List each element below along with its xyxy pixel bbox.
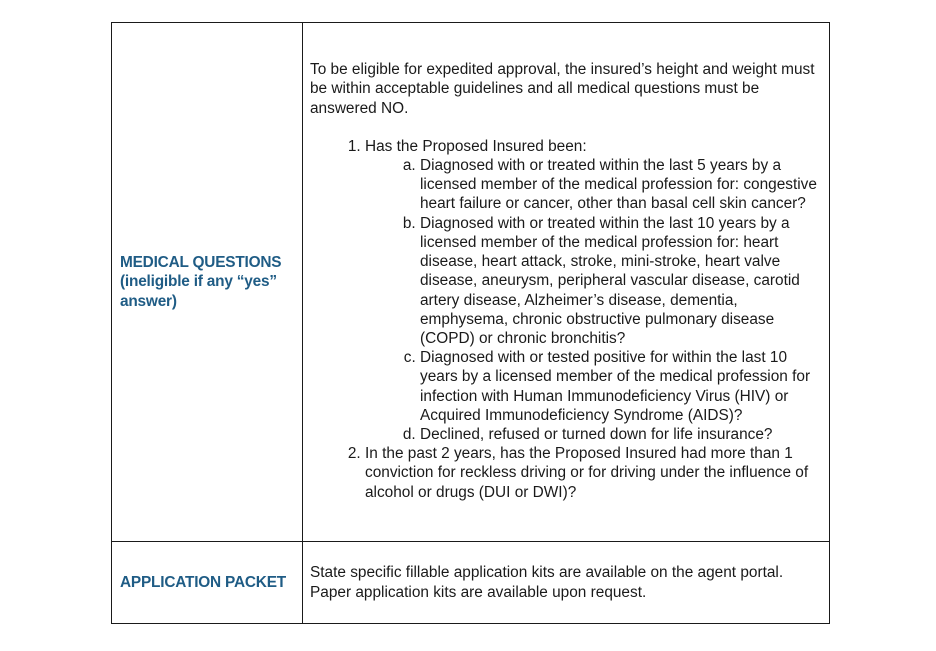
sub-question-item: d. Declined, refused or turned down for life insurance? xyxy=(420,425,821,444)
question-text: In the past 2 years, has the Proposed Insured had more than 1 conviction for reckless driving or for driving under the influence of alcohol or drugs (DUI or DWI)? xyxy=(365,445,809,501)
sub-question-list xyxy=(365,156,821,444)
packet-line-portal: State specific fillable application kits are available on the agent portal. xyxy=(310,564,784,582)
question-text: Has the Proposed Insured been: xyxy=(365,137,587,155)
application-packet-row xyxy=(112,542,830,624)
medical-questions-row xyxy=(112,23,830,542)
medical-questions-content-cell xyxy=(303,23,830,542)
application-packet-label-cell xyxy=(112,542,303,624)
application-packet-label: APPLICATION PACKET xyxy=(120,573,286,591)
packet-line-paper: Paper application kits are available upon request. xyxy=(310,583,647,601)
sub-question-item: a. Diagnosed with or treated within the last 5 years by a licensed member of the medical profession for: congestive heart failure or cancer, other than basal cell skin cancer? xyxy=(420,156,821,214)
question-item xyxy=(365,137,821,444)
question-list xyxy=(310,137,821,502)
sub-question-item: b. Diagnosed with or treated within the last 10 years by a licensed member of the medical profession for: heart disease, heart attack, stroke, mini-stroke, heart valve disease, aneurysm, peripheral vascular disease, carotid artery disease, Alzheimer’s disease, dementia, emphysema, chronic obstructive pulmonary disease (COPD) or chronic bronchitis? xyxy=(420,214,821,348)
sub-question-item: c. Diagnosed with or tested positive for within the last 10 years by a licensed member of the medical profession for infection with Human Immunodeficiency Virus (HIV) or Acquired Immunodeficiency Syndrome (AIDS)? xyxy=(420,348,821,425)
question-item xyxy=(365,444,821,502)
medical-questions-label: MEDICAL QUESTIONS xyxy=(120,254,282,272)
medical-questions-label-cell xyxy=(112,23,303,542)
info-table xyxy=(111,22,830,624)
application-packet-content-cell xyxy=(303,542,830,624)
medical-questions-sublabel: (ineligible if any “yes” answer) xyxy=(120,273,277,310)
eligibility-intro: To be eligible for expedited approval, the insured’s height and weight must be within acceptable guidelines and all medical questions must be answered NO. xyxy=(310,61,815,117)
